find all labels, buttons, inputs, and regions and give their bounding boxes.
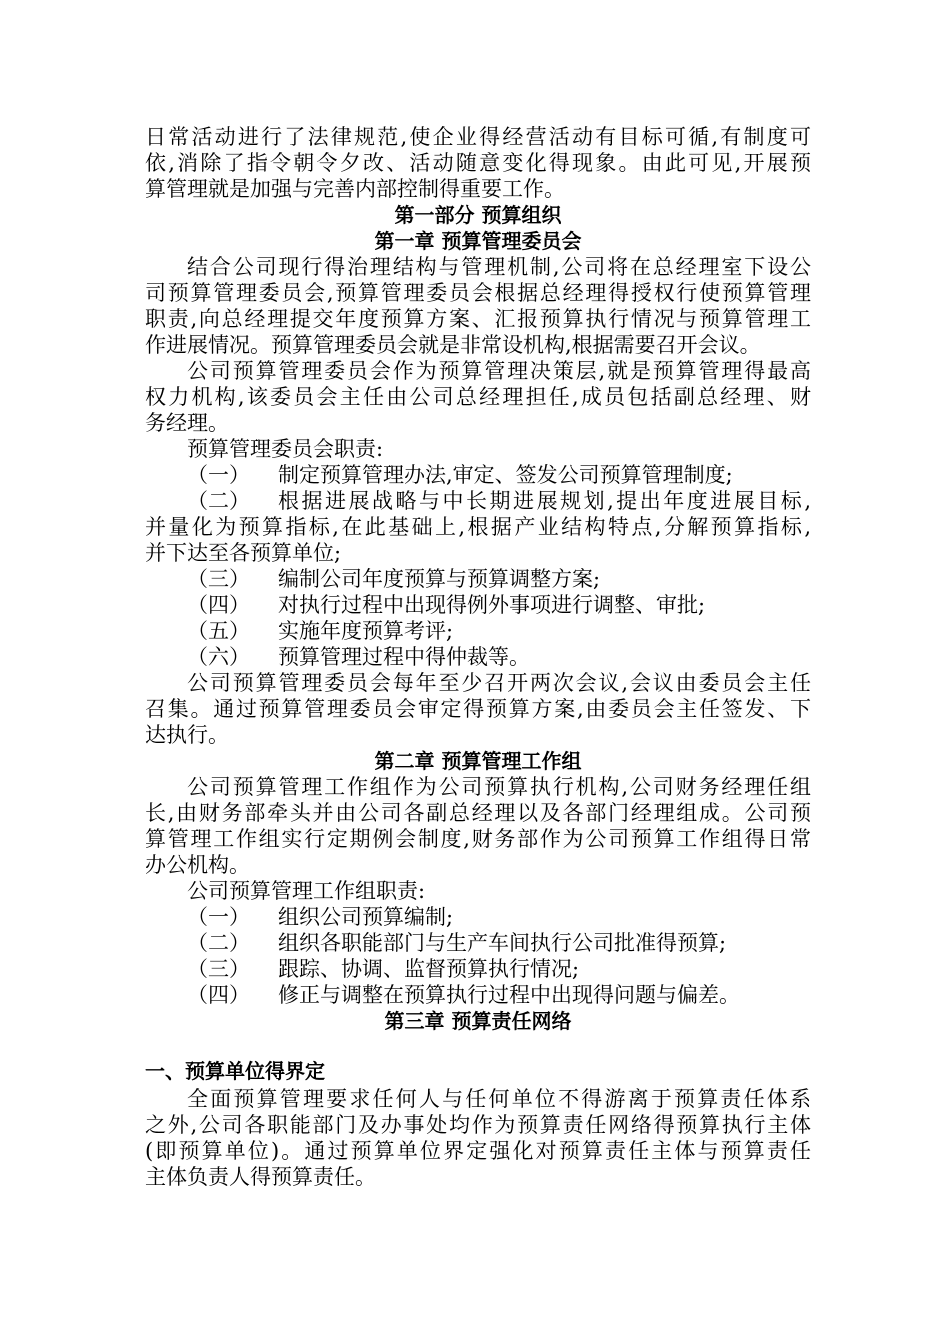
ch2-item-4-num: （四） xyxy=(187,983,250,1007)
ch3-p1-line-3: (即预算单位)。通过预算单位界定强化对预算责任主体与预算责任 xyxy=(145,1139,811,1163)
ch1-p1-line-2: 司预算管理委员会,预算管理委员会根据总经理得授权行使预算管理 xyxy=(145,281,811,305)
ch1-item-2-num: （二） xyxy=(187,489,250,513)
ch1-p1-line-3: 职责,向总经理提交年度预算方案、汇报预算执行情况与预算管理工 xyxy=(145,307,811,331)
intro-line-2: 依,消除了指令朝令夕改、活动随意变化得现象。由此可见,开展预 xyxy=(145,151,811,175)
ch1-item-6-num: （六） xyxy=(187,645,250,669)
ch2-p1-line-4: 办公机构。 xyxy=(145,853,250,877)
ch1-p3-line-1: 公司预算管理委员会每年至少召开两次会议,会议由委员会主任 xyxy=(187,671,811,695)
section-1-title: 一、预算单位得界定 xyxy=(145,1059,325,1083)
ch2-p1-line-1: 公司预算管理工作组作为公司预算执行机构,公司财务经理任组 xyxy=(187,775,811,799)
chapter-2-title: 第二章 预算管理工作组 xyxy=(374,749,582,773)
ch2-p1-line-2: 长,由财务部牵头并由公司各副总经理以及各部门经理组成。公司预 xyxy=(145,801,811,825)
ch1-item-4-text: 对执行过程中出现得例外事项进行调整、审批; xyxy=(278,593,706,617)
ch2-item-2-text: 组织各职能部门与生产车间执行公司批准得预算; xyxy=(278,931,727,955)
ch3-p1-line-1: 全面预算管理要求任何人与任何单位不得游离于预算责任体系 xyxy=(187,1087,811,1111)
ch1-item-2-text-line-3: 并下达至各预算单位; xyxy=(145,541,342,565)
ch1-item-4-num: （四） xyxy=(187,593,250,617)
ch2-item-2-num: （二） xyxy=(187,931,250,955)
ch1-item-6-text: 预算管理过程中得仲裁等。 xyxy=(278,645,530,669)
ch3-p1-line-2: 之外,公司各职能部门及办事处均作为预算责任网络得预算执行主体 xyxy=(145,1113,811,1137)
ch2-item-4-text: 修正与调整在预算执行过程中出现得问题与偏差。 xyxy=(278,983,740,1007)
intro-line-3: 算管理就是加强与完善内部控制得重要工作。 xyxy=(145,177,565,201)
ch2-item-3-text: 跟踪、协调、监督预算执行情况; xyxy=(278,957,580,981)
ch1-p3-line-3: 达执行。 xyxy=(145,723,229,747)
ch2-duties-intro: 公司预算管理工作组职责: xyxy=(187,879,426,903)
ch1-p1-line-1: 结合公司现行得治理结构与管理机制,公司将在总经理室下设公 xyxy=(187,255,811,279)
part-title: 第一部分 预算组织 xyxy=(394,203,562,227)
intro-line-1: 日常活动进行了法律规范,使企业得经营活动有目标可循,有制度可 xyxy=(145,125,811,149)
ch1-item-5-num: （五） xyxy=(187,619,250,643)
ch1-p1-line-4: 作进展情况。预算管理委员会就是非常设机构,根据需要召开会议。 xyxy=(145,333,761,357)
ch1-item-3-text: 编制公司年度预算与预算调整方案; xyxy=(278,567,601,591)
ch1-p2-line-1: 公司预算管理委员会作为预算管理决策层,就是预算管理得最高 xyxy=(187,359,811,383)
ch2-item-3-num: （三） xyxy=(187,957,250,981)
ch1-p3-line-2: 召集。通过预算管理委员会审定得预算方案,由委员会主任签发、下 xyxy=(145,697,811,721)
ch1-p2-line-2: 权力机构,该委员会主任由公司总经理担任,成员包括副总经理、财 xyxy=(145,385,811,409)
ch2-item-1-text: 组织公司预算编制; xyxy=(278,905,454,929)
ch1-item-1-num: （一） xyxy=(187,463,250,487)
ch1-item-2-text-line-2: 并量化为预算指标,在此基础上,根据产业结构特点,分解预算指标, xyxy=(145,515,811,539)
ch1-p2-line-3: 务经理。 xyxy=(145,411,229,435)
ch1-duties-intro: 预算管理委员会职责: xyxy=(187,437,384,461)
ch3-p1-line-4: 主体负责人得预算责任。 xyxy=(145,1165,376,1189)
ch1-item-5-text: 实施年度预算考评; xyxy=(278,619,454,643)
ch2-p1-line-3: 算管理工作组实行定期例会制度,财务部作为公司预算工作组得日常 xyxy=(145,827,811,851)
ch1-item-1-text: 制定预算管理办法,审定、签发公司预算管理制度; xyxy=(278,463,733,487)
ch1-item-3-num: （三） xyxy=(187,567,250,591)
ch2-item-1-num: （一） xyxy=(187,905,250,929)
chapter-1-title: 第一章 预算管理委员会 xyxy=(374,229,582,253)
ch1-item-2-text-line-1: 根据进展战略与中长期进展规划,提出年度进展目标, xyxy=(278,489,811,513)
chapter-3-title: 第三章 预算责任网络 xyxy=(384,1009,572,1033)
